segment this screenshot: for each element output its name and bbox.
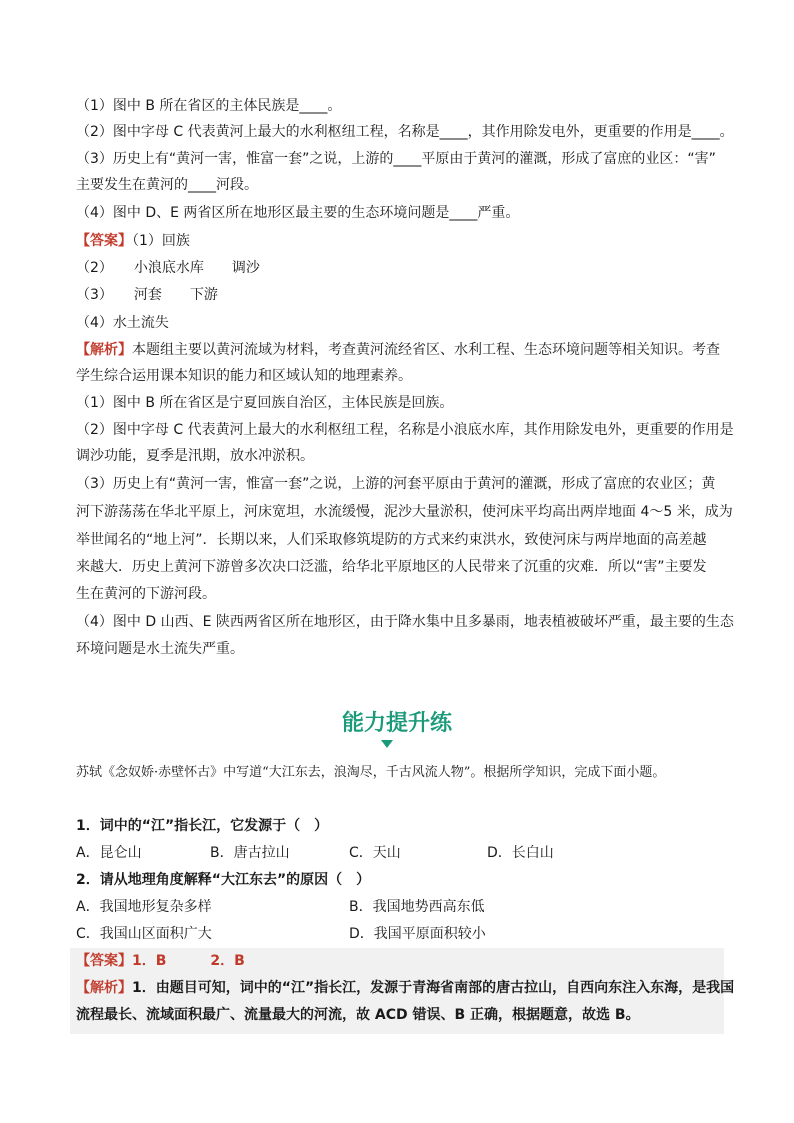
analysis-line-6: （3）历史上有“黄河一害，惟富一套”之说，上游的河套平原由于黄河的灌溉，形成了富庶的农业区；黄 xyxy=(76,476,716,492)
question-4: （4）图中 D、E 两省区所在地形区最主要的生态环境问题是____严重。 xyxy=(76,205,520,221)
analysis-line-1: 【解析】本题组主要以黄河流域为材料，考查黄河流经省区、水利工程、生态环境问题等相关知识。考查 xyxy=(76,342,720,358)
analysis-label: 【解析】 xyxy=(76,342,132,358)
analysis-line-9: 来越大．历史上黄河下游曾多次决口泛滥，给华北平原地区的人民带来了沉重的灾难．所以“害”主要发 xyxy=(76,559,707,575)
answer-2: （2） 小浪底水库 调沙 xyxy=(76,260,260,276)
intro-text: 苏轼《念奴娇·赤壁怀古》中写道“大江东去，浪淘尽，千古风流人物”。根据所学知识，完成下面小题。 xyxy=(76,765,666,780)
answer-3: （3） 河套 下游 xyxy=(76,287,218,303)
answer-4: （4）水土流失 xyxy=(76,315,169,331)
mcq-analysis-line-1: 【解析】1．由题目可知，词中的“江”指长江，发源于青海省南部的唐古拉山，自西向东注入东海，是我国 xyxy=(76,980,735,996)
mcq-question-1: 1．词中的“江”指长江，它发源于（ ） xyxy=(76,818,329,834)
analysis-line-5: 调沙功能，夏季是汛期，放水冲淤积。 xyxy=(76,448,314,464)
question-3-line-2: 主要发生在黄河的____河段。 xyxy=(76,177,258,193)
section-title: 能力提升练 xyxy=(341,711,452,736)
mcq-answer-label: 【答案】 xyxy=(76,953,132,969)
mcq-answer-1: 1．B xyxy=(132,953,167,969)
analysis-line-8: 举世闻名的“地上河”．长期以来，人们采取修筑堤防的方式来约束洪水，致使河床与两岸地面的高差越 xyxy=(76,532,707,548)
q2-option-a[interactable]: A．我国地形复杂多样 xyxy=(76,899,212,915)
q1-option-c[interactable]: C．天山 xyxy=(349,845,401,861)
mcq-answer-2: 2．B xyxy=(210,953,245,969)
analysis-line-7: 河下游荡荡在华北平原上，河床宽坦，水流缓慢，泥沙大量淤积，使河床平均高出两岸地面 4～5 米，成为 xyxy=(76,504,733,520)
mcq-answer-line xyxy=(76,951,245,971)
analysis-line-12: 环境问题是水土流失严重。 xyxy=(76,641,244,657)
analysis-line-3: （1）图中 B 所在省区是宁夏回族自治区，主体民族是回族。 xyxy=(76,395,454,411)
analysis-line-10: 生在黄河的下游河段。 xyxy=(76,586,216,602)
question-2: （2）图中字母 C 代表黄河上最大的水利枢纽工程，名称是____，其作用除发电外，更重要的作用是____。 xyxy=(76,124,734,140)
mcq-analysis-label: 【解析】 xyxy=(76,980,132,996)
section-title-arrow-icon xyxy=(381,740,393,748)
analysis-line-11: （4）图中 D 山西、E 陕西两省区所在地形区，由于降水集中且多暴雨，地表植被破坏严重，最主要的生态 xyxy=(76,614,734,630)
q2-option-b[interactable]: B．我国地势西高东低 xyxy=(349,899,485,915)
question-3-line-1: （3）历史上有“黄河一害，惟富一套”之说，上游的____平原由于黄河的灌溉，形成了富庶的业区：“害” xyxy=(76,151,716,167)
q2-option-c[interactable]: C．我国山区面积广大 xyxy=(76,926,212,942)
question-1: （1）图中 B 所在省区的主体民族是____。 xyxy=(76,98,342,114)
mcq-question-2: 2．请从地理角度解释“大江东去”的原因（ ） xyxy=(76,872,371,888)
q1-option-b[interactable]: B．唐古拉山 xyxy=(210,845,290,861)
analysis-line-4: （2）图中字母 C 代表黄河上最大的水利枢纽工程，名称是小浪底水库，其作用除发电外，更重要的作用是 xyxy=(76,422,734,438)
answer-1: （1）回族 xyxy=(132,233,190,249)
mcq-analysis-line-2: 流程最长、流域面积最广、流量最大的河流，故 ACD 错误、B 正确，根据题意，故选 B。 xyxy=(76,1007,640,1023)
answer-line-1 xyxy=(76,231,190,251)
answer-label: 【答案】 xyxy=(76,233,132,249)
analysis-line-2: 学生综合运用课本知识的能力和区域认知的地理素养。 xyxy=(76,368,412,384)
q1-option-a[interactable]: A．昆仑山 xyxy=(76,845,142,861)
q1-option-d[interactable]: D．长白山 xyxy=(487,845,554,861)
q2-option-d[interactable]: D．我国平原面积较小 xyxy=(349,926,486,942)
